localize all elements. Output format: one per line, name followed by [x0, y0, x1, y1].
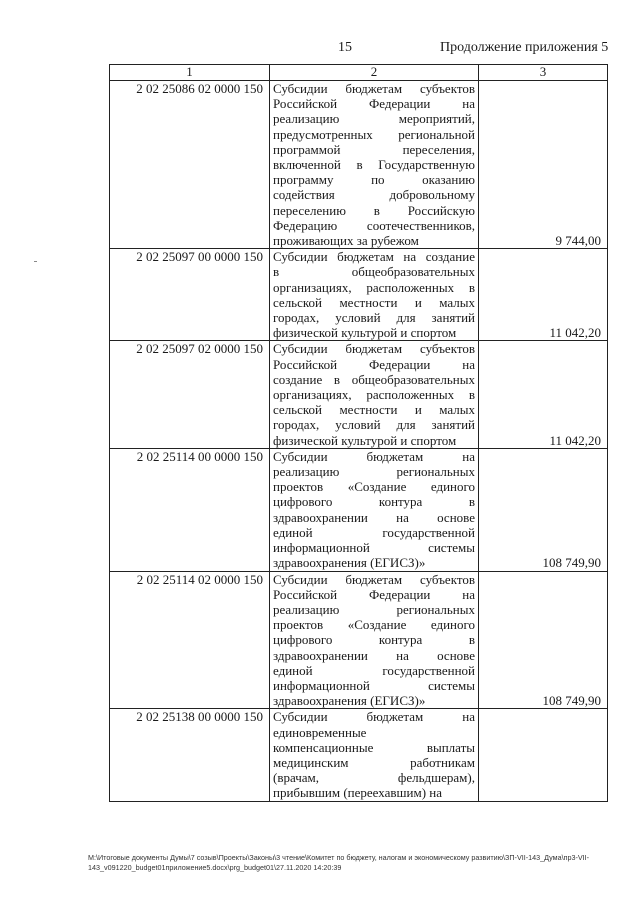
table-header-row — [110, 65, 608, 81]
income-code: 2 02 25097 00 0000 150 — [110, 249, 270, 341]
income-name-line: содействия добровольному — [273, 187, 475, 203]
income-code: 2 02 25138 00 0000 150 — [110, 709, 270, 801]
income-name-line: создание в общеобразовательных — [273, 371, 475, 387]
income-name-line: Российской Федерации на — [273, 356, 475, 372]
income-name-line: проживающих за рубежом — [273, 233, 419, 249]
income-name-line: проектов «Создание единого — [273, 617, 475, 633]
income-name-line: информационной системы — [273, 677, 475, 693]
income-name — [270, 571, 479, 709]
income-name-line: Субсидии бюджетам на — [273, 448, 475, 464]
income-name-line: организациях, расположенных в — [273, 387, 475, 403]
income-name-line: в общеобразовательных — [273, 264, 475, 280]
income-name-line: городах, условий для занятий — [273, 310, 475, 326]
income-name-line: включенной в Государственную — [273, 157, 475, 173]
income-name-line: здравоохранении на основе — [273, 647, 475, 663]
page-number: 15 — [338, 40, 352, 55]
income-name-line: единовременные — [273, 724, 367, 740]
income-name-line: городах, условий для занятий — [273, 417, 475, 433]
table-body — [110, 81, 608, 802]
income-name-line: Субсидии бюджетам субъектов — [273, 341, 475, 357]
column-header-2: 2 — [270, 65, 479, 81]
income-name-line: физической культурой и спортом — [273, 432, 457, 448]
income-name-line: предусмотренных региональной — [273, 126, 475, 142]
income-code: 2 02 25097 02 0000 150 — [110, 341, 270, 448]
income-name — [270, 448, 479, 571]
income-name-line: программой переселения, — [273, 141, 475, 157]
income-name-line: Субсидии бюджетам на создание — [273, 249, 475, 265]
income-name-line: прибывшим (переехавшим) на — [273, 785, 443, 801]
income-name — [270, 249, 479, 341]
income-amount — [479, 709, 608, 801]
income-name-line: реализацию мероприятий, — [273, 111, 475, 127]
income-name-line: единой государственной — [273, 662, 475, 678]
income-name-line: цифрового контура в — [273, 632, 475, 648]
continuation-label: Продолжение приложения 5 — [440, 40, 609, 55]
income-name-line: единой государственной — [273, 524, 475, 540]
income-name-line: компенсационные выплаты — [273, 739, 475, 755]
table-row — [110, 709, 608, 801]
income-name-line: физической культурой и спортом — [273, 325, 457, 341]
income-code: 2 02 25086 02 0000 150 — [110, 81, 270, 249]
income-name-line: организациях, расположенных в — [273, 279, 475, 295]
income-name-line: Российской Федерации на — [273, 586, 475, 602]
file-path-footer: М:\Итоговые документы Думы\7 созыв\Проекты\Законы\3 чтение\Комитет по бюджету, налогам и экономическому развитию\ЗП-VII-143_Дума\пр3-VII-143_v091220_budget01приложение5.docx\prg_budget01\27.11.2020 14:20:39 — [88, 853, 590, 872]
income-name-line: сельской местности и малых — [273, 294, 475, 310]
income-name-line: цифрового контура в — [273, 494, 475, 510]
income-name-line: медицинским работникам — [273, 754, 475, 770]
column-header-1: 1 — [110, 65, 270, 81]
income-name-line: Субсидии бюджетам субъектов — [273, 571, 475, 587]
table-row — [110, 571, 608, 709]
income-name — [270, 341, 479, 448]
income-name — [270, 709, 479, 801]
income-name-line: реализацию региональных — [273, 464, 475, 480]
income-name-line: сельской местности и малых — [273, 402, 475, 418]
income-name — [270, 81, 479, 249]
income-name-line: здравоохранения (ЕГИСЗ)» — [273, 693, 426, 709]
income-amount: 9 744,00 — [479, 81, 608, 249]
income-amount: 11 042,20 — [479, 249, 608, 341]
income-amount: 11 042,20 — [479, 341, 608, 448]
income-amount: 108 749,90 — [479, 571, 608, 709]
income-code: 2 02 25114 00 0000 150 — [110, 448, 270, 571]
income-name-line: здравоохранении на основе — [273, 509, 475, 525]
income-name-line: реализацию региональных — [273, 601, 475, 617]
income-name-line: программу по оказанию — [273, 172, 475, 188]
table-row — [110, 341, 608, 448]
table-row — [110, 448, 608, 571]
income-amount: 108 749,90 — [479, 448, 608, 571]
income-name-line: переселению в Российскую — [273, 202, 475, 218]
income-code: 2 02 25114 02 0000 150 — [110, 571, 270, 709]
table-row — [110, 81, 608, 249]
income-name-line: Федерацию соотечественников, — [273, 217, 475, 233]
table-row — [110, 249, 608, 341]
column-header-3: 3 — [479, 65, 608, 81]
income-name-line: (врачам, фельдшерам), — [273, 770, 475, 786]
income-name-line: Субсидии бюджетам субъектов — [273, 81, 475, 96]
income-name-line: Субсидии бюджетам на — [273, 709, 475, 725]
income-table — [109, 64, 608, 802]
income-name-line: здравоохранения (ЕГИСЗ)» — [273, 555, 426, 571]
income-name-line: проектов «Создание единого — [273, 479, 475, 495]
income-name-line: информационной системы — [273, 540, 475, 556]
income-name-line: Российской Федерации на — [273, 96, 475, 112]
margin-mark — [34, 261, 37, 262]
